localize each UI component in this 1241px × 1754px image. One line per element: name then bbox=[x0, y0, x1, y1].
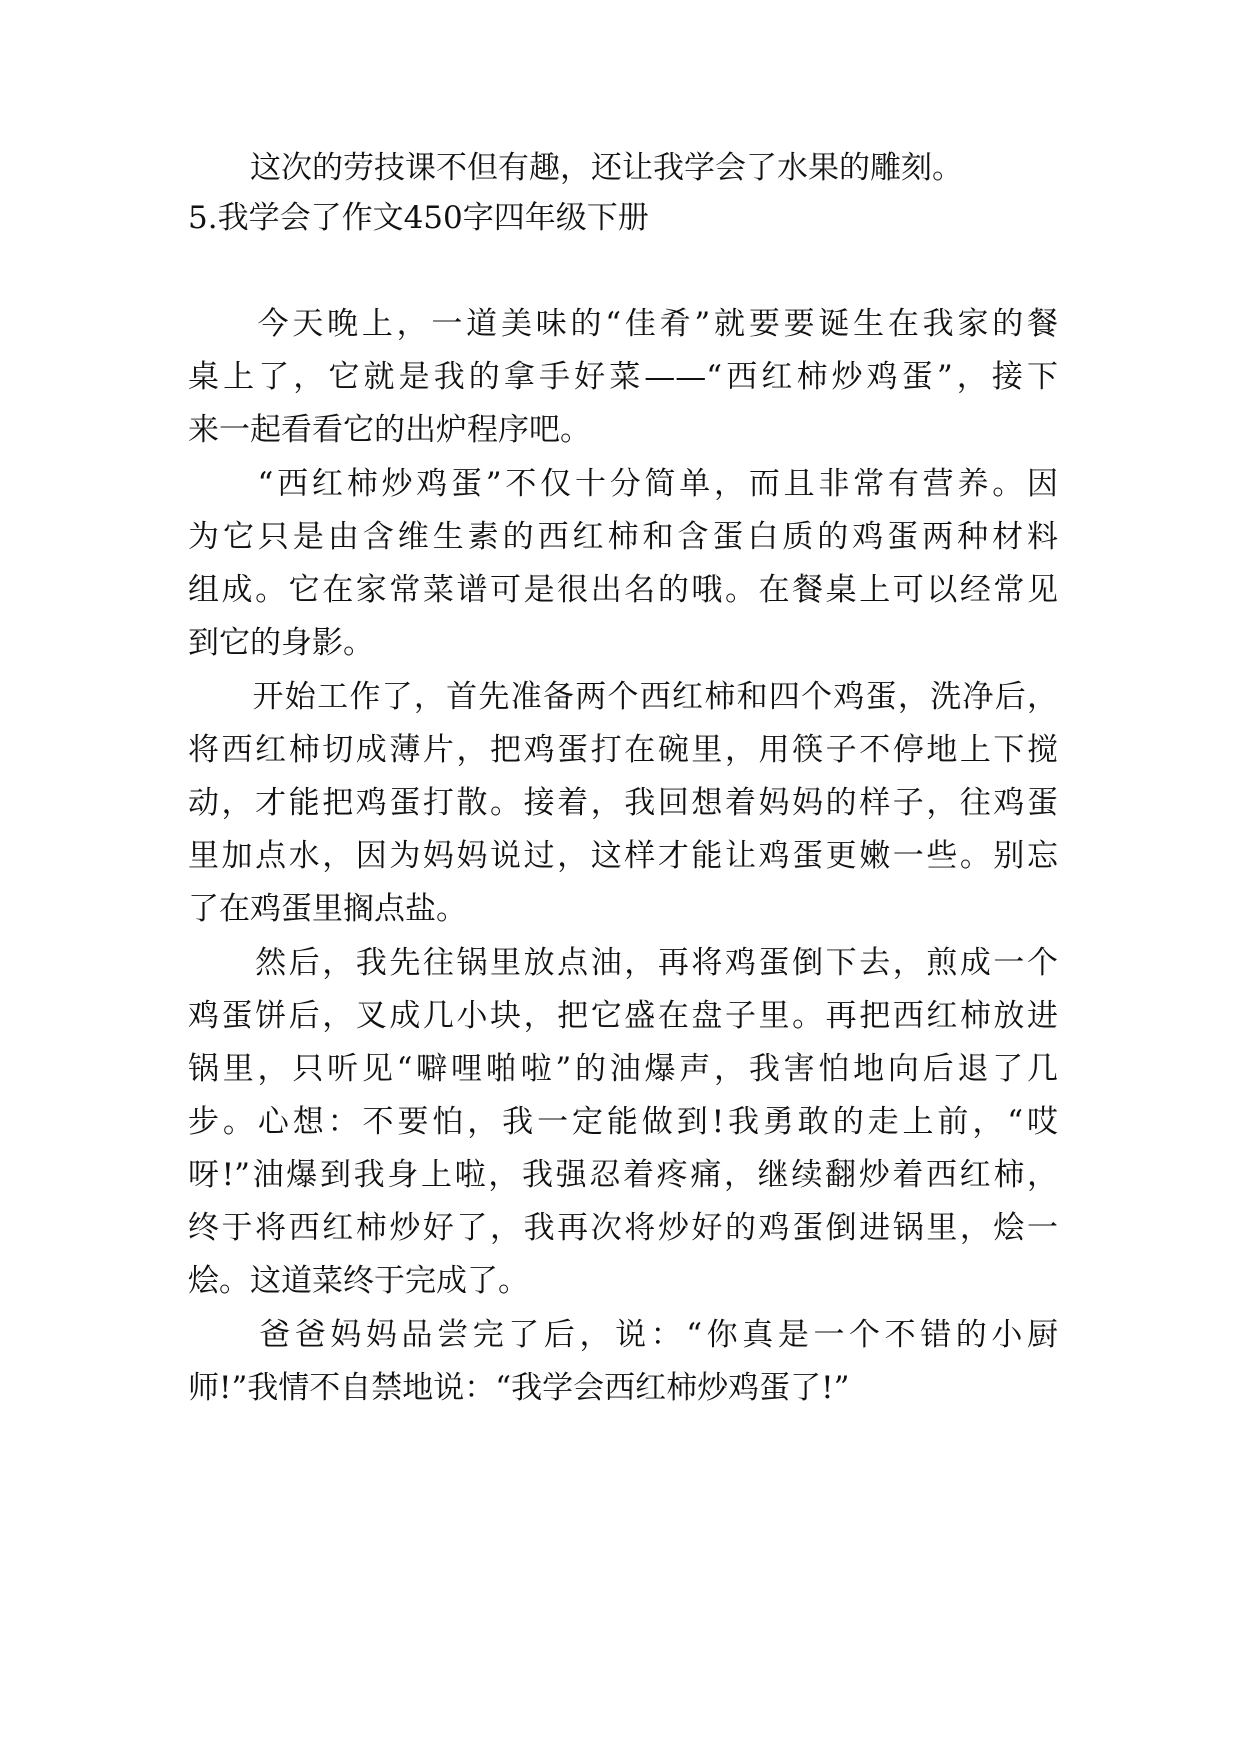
paragraph-1-line-1: 今天晚上，一道美味的“佳肴”就要要诞生在我家的餐 bbox=[188, 306, 1058, 342]
paragraph-4-line-7: 烩。这道菜终于完成了。 bbox=[188, 1263, 529, 1299]
paragraph-4-line-5: 呀!”油爆到我身上啦，我强忍着疼痛，继续翻炒着西红柿， bbox=[188, 1157, 1058, 1193]
paragraph-3-line-3: 动，才能把鸡蛋打散。接着，我回想着妈妈的样子，往鸡蛋 bbox=[188, 785, 1058, 821]
paragraph-5-line-2: 师!”我情不自禁地说：“我学会西红柿炒鸡蛋了!” bbox=[188, 1370, 850, 1406]
paragraph-5-line-1: 爸爸妈妈品尝完了后，说：“你真是一个不错的小厨 bbox=[188, 1317, 1058, 1353]
paragraph-4-line-6: 终于将西红柿炒好了，我再次将炒好的鸡蛋倒进锅里，烩一 bbox=[188, 1210, 1058, 1246]
section-heading: 5.我学会了作文450字四年级下册 bbox=[188, 200, 649, 236]
paragraph-2-line-3: 组成。它在家常菜谱可是很出名的哦。在餐桌上可以经常见 bbox=[188, 572, 1058, 608]
paragraph-3-line-5: 了在鸡蛋里搁点盐。 bbox=[188, 891, 467, 927]
intro-line: 这次的劳技课不但有趣，还让我学会了水果的雕刻。 bbox=[188, 150, 963, 186]
paragraph-3-line-2: 将西红柿切成薄片，把鸡蛋打在碗里，用筷子不停地上下搅 bbox=[188, 732, 1058, 768]
paragraph-1-line-2: 桌上了，它就是我的拿手好菜——“西红柿炒鸡蛋”，接下 bbox=[188, 359, 1058, 395]
paragraph-2-line-4: 到它的身影。 bbox=[188, 625, 374, 661]
paragraph-3-line-1: 开始工作了，首先准备两个西红柿和四个鸡蛋，洗净后， bbox=[188, 679, 1058, 715]
paragraph-3-line-4: 里加点水，因为妈妈说过，这样才能让鸡蛋更嫩一些。别忘 bbox=[188, 838, 1058, 874]
paragraph-2-line-1: “西红柿炒鸡蛋”不仅十分简单，而且非常有营养。因 bbox=[188, 466, 1058, 502]
paragraph-2-line-2: 为它只是由含维生素的西红柿和含蛋白质的鸡蛋两种材料 bbox=[188, 519, 1058, 555]
paragraph-4-line-1: 然后，我先往锅里放点油，再将鸡蛋倒下去，煎成一个 bbox=[188, 945, 1058, 981]
paragraph-1-line-3: 来一起看看它的出炉程序吧。 bbox=[188, 412, 591, 448]
paragraph-4-line-2: 鸡蛋饼后，叉成几小块，把它盛在盘子里。再把西红柿放进 bbox=[188, 998, 1058, 1034]
paragraph-4-line-4: 步。心想：不要怕，我一定能做到!我勇敢的走上前，“哎 bbox=[188, 1104, 1058, 1140]
paragraph-4-line-3: 锅里，只听见“噼哩啪啦”的油爆声，我害怕地向后退了几 bbox=[188, 1051, 1058, 1087]
